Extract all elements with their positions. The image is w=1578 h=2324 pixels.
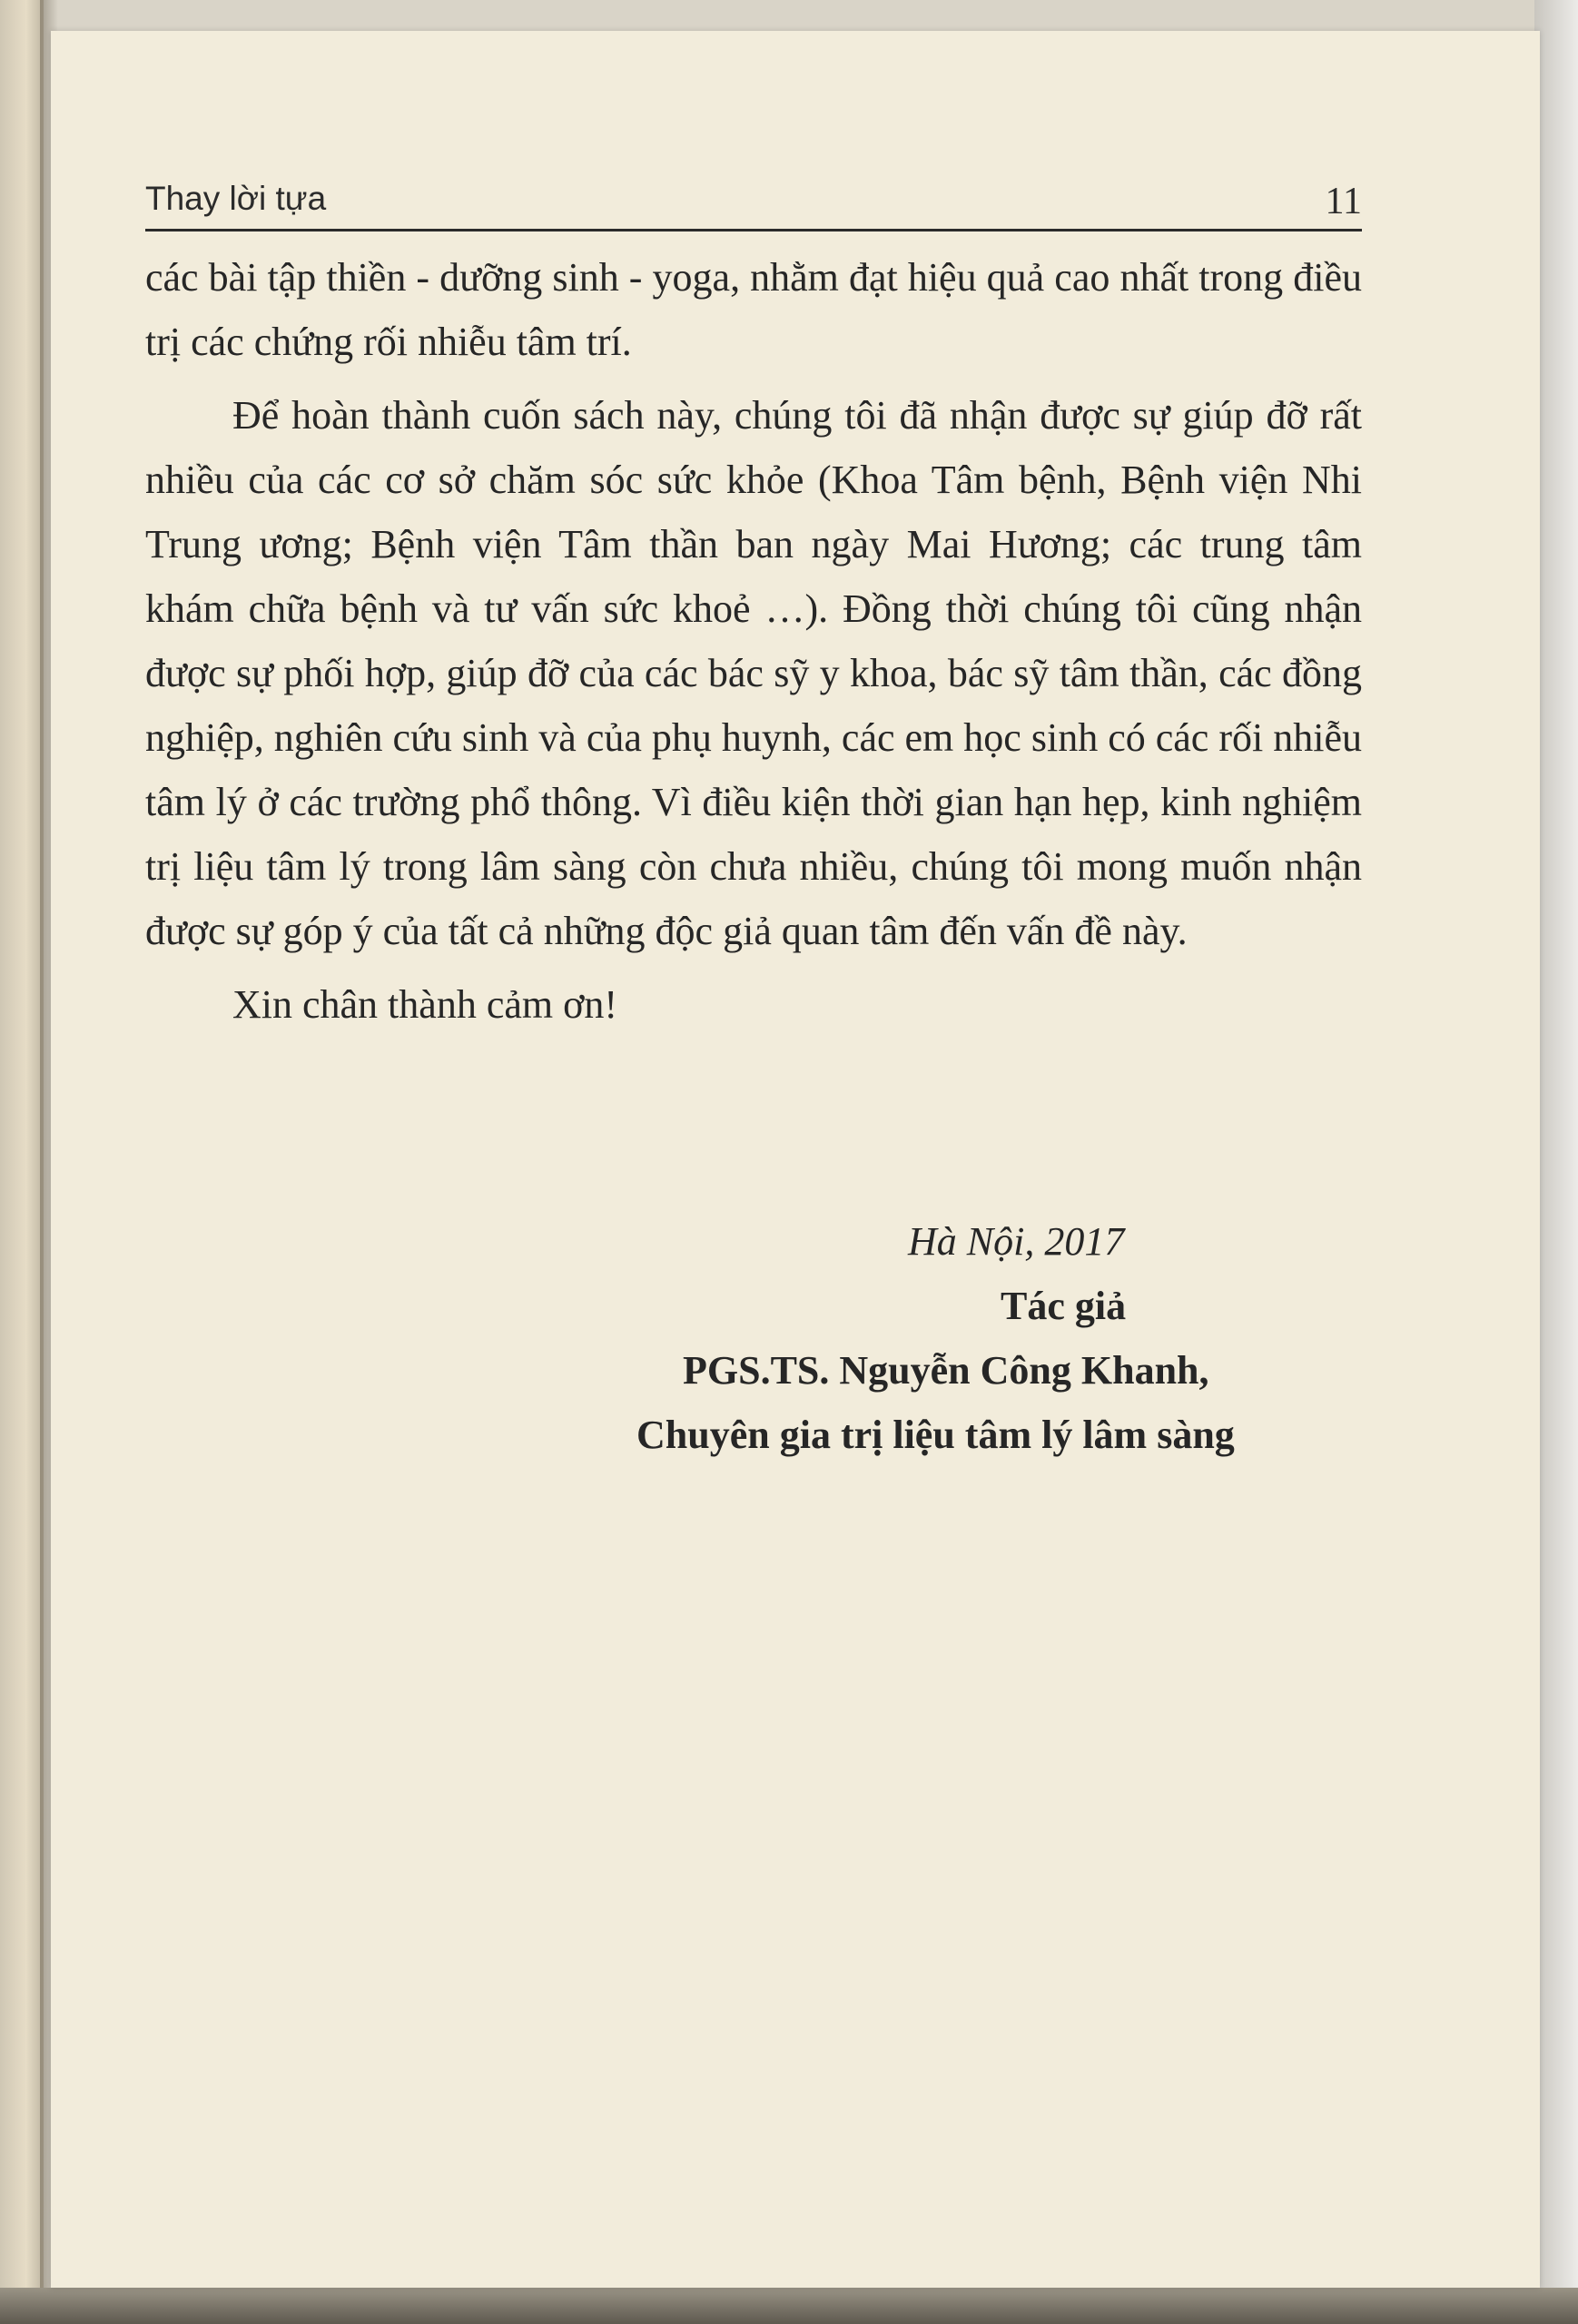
section-title: Thay lời tựa bbox=[145, 180, 327, 217]
running-header bbox=[145, 147, 1362, 231]
place-date: Hà Nội, 2017 bbox=[908, 1219, 1125, 1264]
adjacent-page-edge bbox=[0, 0, 44, 2324]
body-text bbox=[145, 245, 1362, 1046]
closing-line: Xin chân thành cảm ơn! bbox=[232, 982, 618, 1027]
book-page bbox=[51, 31, 1540, 2288]
page-number: 11 bbox=[1325, 181, 1362, 222]
paragraph-continuation: các bài tập thiền - dưỡng sinh - yoga, nhằm đạt hiệu quả cao nhất trong điều trị các chứng rối nhiễu tâm trí. bbox=[145, 255, 1362, 364]
background-right bbox=[1534, 0, 1578, 2324]
signature-block bbox=[145, 1209, 1362, 1467]
author-name: PGS.TS. Nguyễn Công Khanh, bbox=[683, 1348, 1209, 1393]
author-title: Chuyên gia trị liệu tâm lý lâm sàng bbox=[636, 1413, 1235, 1457]
author-role: Tác giả bbox=[1001, 1284, 1127, 1328]
paragraph-acknowledgement: Để hoàn thành cuốn sách này, chúng tôi đã nhận được sự giúp đỡ rất nhiều của các cơ sở chăm sóc sức khỏe (Khoa Tâm bệnh, Bệnh viện Nhi Trung ương; Bệnh viện Tâm thần ban ngày Mai Hương; các trung tâm khám chữa bệnh và tư vấn sức khoẻ …). Đồng thời chúng tôi cũng nhận được sự phối hợp, giúp đỡ của các bác sỹ y khoa, bác sỹ tâm thần, các đồng nghiệp, nghiên cứu sinh và của phụ huynh, các em học sinh có các rối nhiễu tâm lý ở các trường phổ thông. Vì điều kiện thời gian hạn hẹp, kinh nghiệm trị liệu tâm lý trong lâm sàng còn chưa nhiều, chúng tôi mong muốn nhận được sự góp ý của tất cả những độc giả quan tâm đến vấn đề này. bbox=[145, 393, 1362, 953]
background-bottom bbox=[0, 2288, 1578, 2324]
